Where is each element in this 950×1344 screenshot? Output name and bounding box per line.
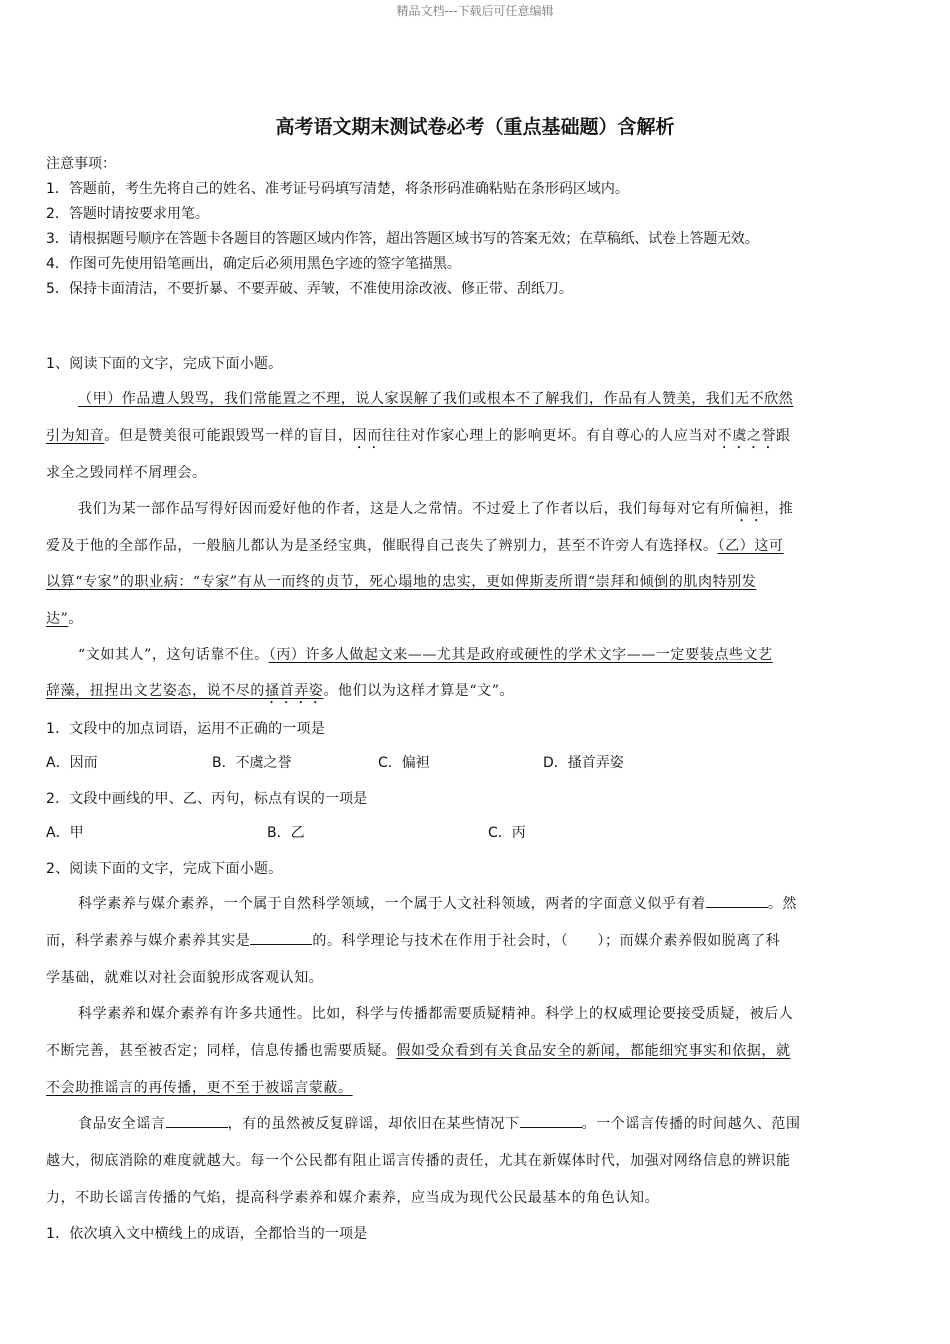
text-span: ，推 bbox=[764, 501, 794, 517]
text-span: 不断完善，甚至被否定；同样，信息传播也需要质疑。 bbox=[46, 1043, 397, 1059]
fill-blank[interactable] bbox=[250, 932, 312, 945]
sentence-jia-end: 引为知音 bbox=[46, 428, 105, 444]
fill-blank[interactable] bbox=[520, 1115, 582, 1128]
notice-heading: 注意事项： bbox=[46, 156, 116, 172]
passage1-line bbox=[46, 425, 904, 452]
passage1-line bbox=[78, 644, 900, 664]
sentence-yi: （乙）这可 bbox=[717, 538, 784, 554]
passage2-line: 越大，彻底消除的难度就越大。每一个公民都有阻止谣言传播的责任，尤其在新媒体时代，加强对网络信息的辨识能 bbox=[46, 1153, 791, 1169]
passage2-line bbox=[78, 893, 900, 913]
passage2-line bbox=[78, 1113, 900, 1133]
text-span: ，有的虽然被反复辟谣，却依旧在某些情况下 bbox=[227, 1116, 520, 1132]
option-a[interactable]: A．因而 bbox=[46, 755, 98, 771]
option-b[interactable]: B．乙 bbox=[267, 825, 305, 841]
page-header: 精品文档---下载后可任意编辑 bbox=[396, 4, 554, 18]
text-span: 我们为某一部作品写得好因而爱好他的作者，这是人之常情。不过爱上了作者以后，我们每每对它有所 bbox=[78, 501, 735, 517]
fill-blank[interactable] bbox=[706, 895, 768, 908]
fill-blank[interactable] bbox=[166, 1115, 228, 1128]
dotted-word-saoshounongzi: 搔首弄姿 bbox=[265, 683, 324, 699]
underlined-sentence: 假如受众看到有关食品安全的新闻，都能细究事实和依据，就 bbox=[396, 1043, 791, 1059]
passage2-line bbox=[46, 930, 904, 950]
text-span: 往往对作家心理上的影响更坏。有自尊心的人应当对 bbox=[381, 428, 718, 444]
text-span: 。 bbox=[68, 611, 83, 627]
sentence-yi: 以算“专家”的职业病：“专家”有从一而终的贞节，死心塌地的忠实，更如俾斯麦所谓“崇拜和倾倒的肌肉特别发 bbox=[46, 574, 757, 590]
notice-item: 1．答题前，考生先将自己的姓名、准考证号码填写清楚，将条形码准确粘贴在条形码区域内。 bbox=[46, 181, 629, 197]
passage1-line bbox=[46, 571, 904, 591]
text-span: 。但是赞美很可能跟毁骂一样的盲目， bbox=[104, 428, 353, 444]
notice-item: 2．答题时请按要求用笔。 bbox=[46, 206, 209, 222]
option-b[interactable]: B．不虞之誉 bbox=[212, 755, 292, 771]
question-2-1: 1．依次填入文中横线上的成语，全都恰当的一项是 bbox=[46, 1226, 368, 1242]
text-span: 的。科学理论与技术在作用于社会时，（ ）；而媒介素养假如脱离了科 bbox=[312, 933, 781, 949]
notice-item: 3．请根据题号顺序在答题卡各题目的答题区域内作答，超出答题区域书写的答案无效；在草稿纸、试卷上答题无效。 bbox=[46, 231, 759, 247]
dotted-word-yiner: 因而 bbox=[352, 428, 382, 444]
passage1-line bbox=[78, 498, 900, 525]
passage2-line bbox=[46, 1077, 904, 1097]
option-d[interactable]: D．搔首弄姿 bbox=[543, 755, 624, 771]
text-span: 跟 bbox=[776, 428, 791, 444]
passage2-line: 力，不助长谣言传播的气焰，提高科学素养和媒介素养，应当成为现代公民最基本的角色认知。 bbox=[46, 1190, 660, 1206]
passage1-line bbox=[78, 388, 900, 408]
option-c[interactable]: C．偏袒 bbox=[378, 755, 430, 771]
passage2-line bbox=[46, 1040, 904, 1060]
text-span: 。然 bbox=[767, 896, 798, 912]
dotted-word-buyuzhiyu: 不虞之誉 bbox=[717, 428, 777, 444]
text-span: 食品安全谣言 bbox=[78, 1116, 166, 1132]
text-span: “文如其人”，这句话靠不住。 bbox=[78, 647, 269, 663]
sentence-bing: （丙）许多人做起文来——尤其是政府或硬性的学术文字——一定要装点些文艺 bbox=[268, 647, 773, 663]
passage1-line bbox=[46, 535, 904, 555]
passage2-line: 科学素养和媒介素养有许多共通性。比如，科学与传播都需要质疑精神。科学上的权威理论要接受质疑，被后人 bbox=[78, 1006, 794, 1022]
section1-intro: 1、阅读下面的文字，完成下面小题。 bbox=[46, 356, 283, 372]
section2-intro: 2、阅读下面的文字，完成下面小题。 bbox=[46, 861, 283, 877]
passage1-line bbox=[46, 608, 904, 628]
text-span: 。一个谣言传播的时间越久、范围 bbox=[581, 1116, 801, 1132]
passage1-line: 求全之毁同样不屑理会。 bbox=[46, 465, 207, 481]
option-a[interactable]: A．甲 bbox=[46, 825, 84, 841]
sentence-bing: 辞藻，扭捏出文艺姿态，说不尽的 bbox=[46, 683, 265, 699]
passage2-line: 学基础，就难以对社会面貌形成客观认知。 bbox=[46, 970, 324, 986]
notice-item: 5．保持卡面清洁，不要折暴、不要弄破、弄皱，不准使用涂改液、修正带、刮纸刀。 bbox=[46, 281, 573, 297]
sentence-yi-end: 达” bbox=[46, 611, 69, 627]
notice-item: 4．作图可先使用铅笔画出，确定后必须用黑色字迹的签字笔描黑。 bbox=[46, 256, 461, 272]
sentence-jia: （甲）作品遭人毁骂，我们常能置之不理，说人家误解了我们或根本不了解我们，作品有人赞美，我们无不欣然 bbox=[78, 391, 794, 407]
text-span: 。他们以为这样才算是“文”。 bbox=[323, 683, 515, 699]
page-title: 高考语文期末测试卷必考（重点基础题）含解析 bbox=[275, 116, 675, 138]
question-1-2: 2．文段中画线的甲、乙、丙句，标点有误的一项是 bbox=[46, 791, 368, 807]
text-span: 科学素养与媒介素养，一个属于自然科学领域，一个属于人文社科领域，两者的字面意义似乎有着 bbox=[78, 896, 706, 912]
dotted-word-piantan: 偏袒 bbox=[735, 501, 765, 517]
question-1-1: 1．文段中的加点词语，运用不正确的一项是 bbox=[46, 721, 325, 737]
notice-block bbox=[46, 152, 916, 302]
passage1-line bbox=[46, 680, 904, 707]
option-c[interactable]: C．丙 bbox=[488, 825, 526, 841]
underlined-sentence: 不会助推谣言的再传播，更不至于被谣言蒙蔽。 bbox=[46, 1080, 353, 1096]
text-span: 而，科学素养与媒介素养其实是 bbox=[46, 933, 251, 949]
text-span: 爱及于他的全部作品，一般脑儿都认为是圣经宝典，催眠得自己丧失了辨别力，甚至不许旁人有选择权。 bbox=[46, 538, 718, 554]
